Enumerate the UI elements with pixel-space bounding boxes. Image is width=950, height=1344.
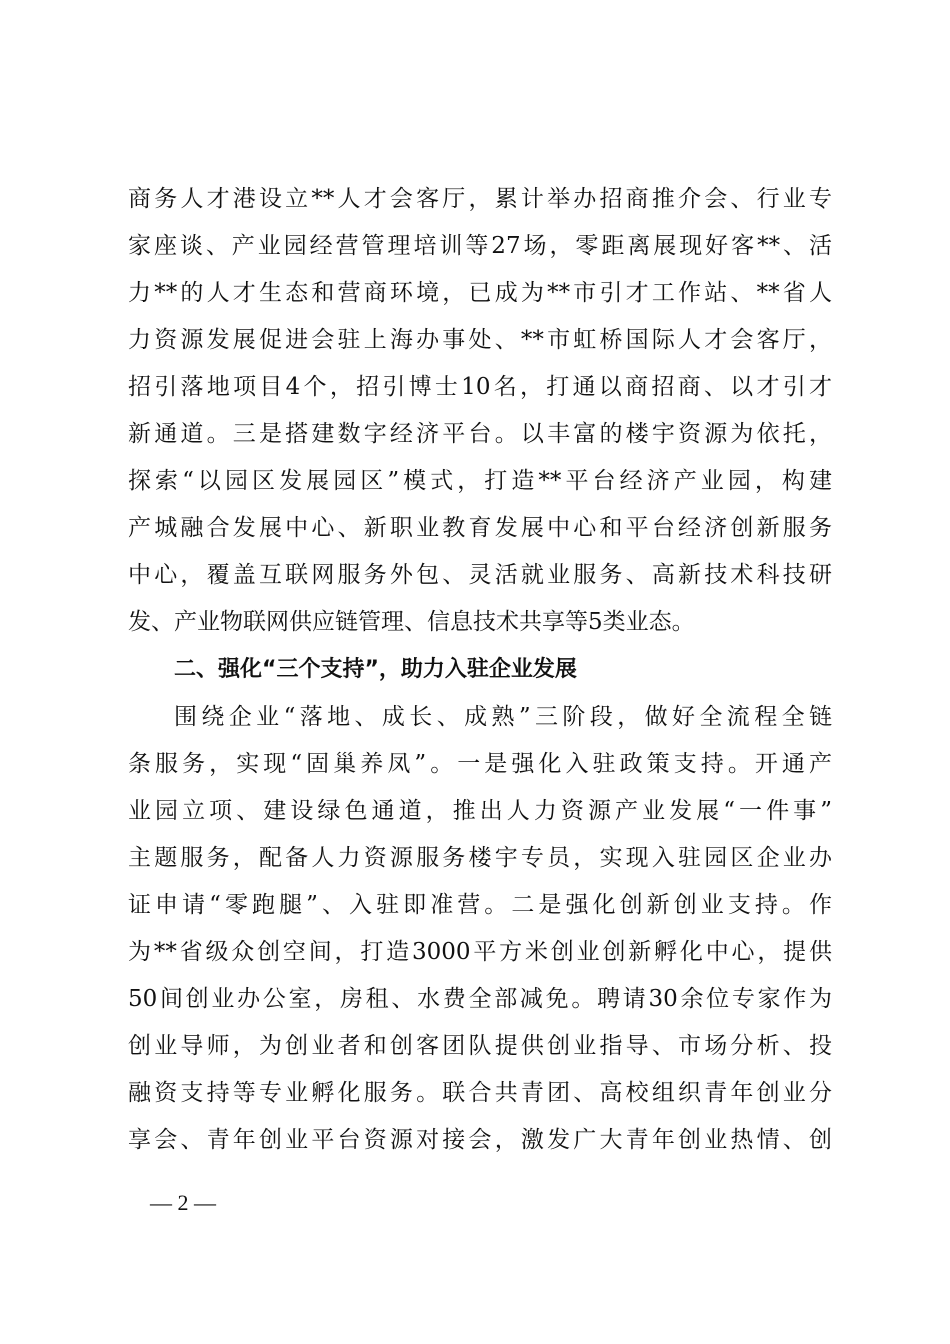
paragraph-continuation	[128, 176, 832, 646]
text-line: 发、产业物联网供应链管理、信息技术共享等5类业态。	[128, 609, 695, 635]
page-number: — 2 —	[150, 1190, 216, 1215]
text-line: 招引落地项目4个，招引博士10名，打通以商招商、以才引才	[128, 374, 832, 400]
document-body	[128, 176, 832, 1164]
text-line: 中心，覆盖互联网服务外包、灵活就业服务、高新技术科技研	[128, 562, 832, 588]
paragraph-section-two	[128, 694, 832, 1164]
text-line: 围绕企业“落地、成长、成熟”三阶段，做好全流程全链	[174, 704, 832, 730]
text-line: 享会、青年创业平台资源对接会，激发广大青年创业热情、创	[128, 1127, 832, 1153]
text-line: 50间创业办公室，房租、水费全部减免。聘请30余位专家作为	[128, 986, 832, 1012]
text-line: 证申请“零跑腿”、入驻即准营。二是强化创新创业支持。作	[128, 892, 832, 918]
text-line: 创业导师，为创业者和创客团队提供创业指导、市场分析、投	[128, 1033, 832, 1059]
text-line: 融资支持等专业孵化服务。联合共青团、高校组织青年创业分	[128, 1080, 832, 1106]
text-line: 条服务，实现“固巢养凤”。一是强化入驻政策支持。开通产	[128, 751, 832, 777]
text-line: 商务人才港设立**人才会客厅，累计举办招商推介会、行业专	[128, 186, 832, 212]
text-line: 为**省级众创空间，打造3000平方米创业创新孵化中心，提供	[128, 939, 832, 965]
text-line: 力资源发展促进会驻上海办事处、**市虹桥国际人才会客厅，	[128, 327, 832, 353]
section-heading: 二、强化“三个支持”，助力入驻企业发展	[174, 657, 577, 682]
text-line: 业园立项、建设绿色通道，推出人力资源产业发展“一件事”	[128, 798, 832, 824]
text-line: 家座谈、产业园经营管理培训等27场，零距离展现好客**、活	[128, 233, 832, 259]
text-line: 新通道。三是搭建数字经济平台。以丰富的楼宇资源为依托，	[128, 421, 832, 447]
text-line: 探索“以园区发展园区”模式，打造**平台经济产业园，构建	[128, 468, 832, 494]
text-line: 力**的人才生态和营商环境，已成为**市引才工作站、**省人	[128, 280, 832, 306]
text-line: 主题服务，配备人力资源服务楼宇专员，实现入驻园区企业办	[128, 845, 832, 871]
text-line: 产城融合发展中心、新职业教育发展中心和平台经济创新服务	[128, 515, 832, 541]
